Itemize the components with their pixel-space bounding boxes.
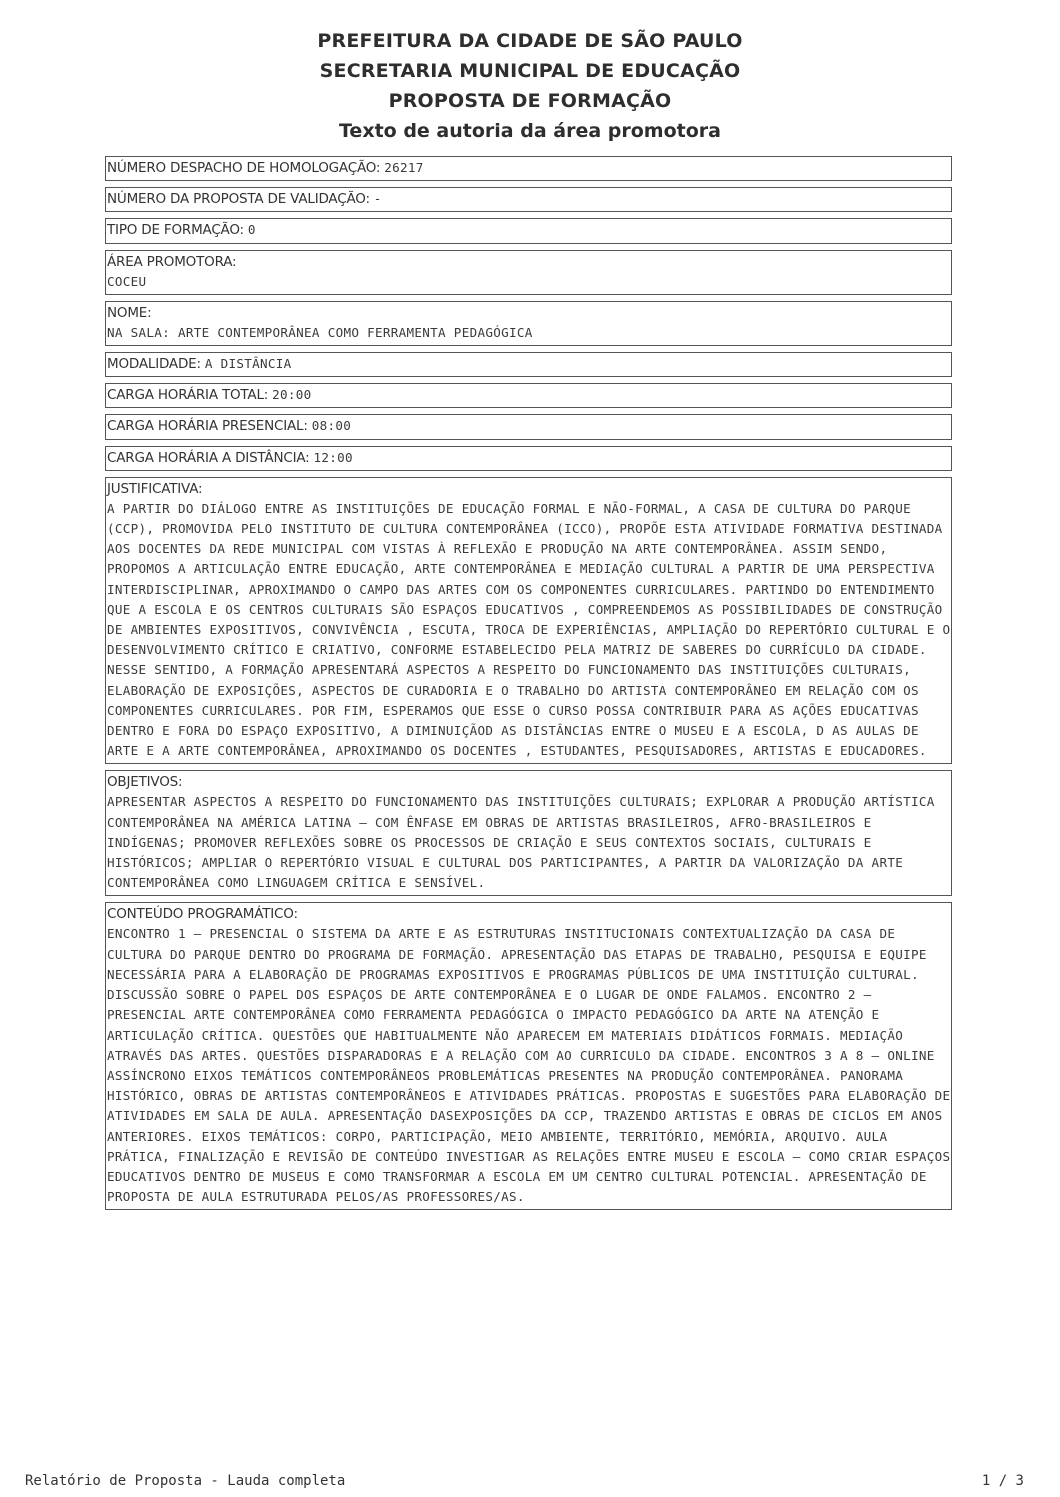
field-value: 26217	[384, 160, 424, 175]
document-header	[0, 26, 1060, 146]
field-label: MODALIDADE:	[107, 356, 201, 373]
field-value: 0	[247, 222, 256, 238]
header-proposta: PROPOSTA DE FORMAÇÃO	[388, 90, 672, 112]
field-carga-presencial	[105, 414, 952, 439]
field-label: CONTEÚDO PROGRAMÁTICO:	[107, 906, 298, 923]
field-carga-total	[105, 383, 952, 408]
field-value: A PARTIR DO DIÁLOGO ENTRE AS INSTITUIÇÕES DE EDUCAÇÃO FORMAL E NÃO-FORMAL, A CASA DE CULTURA DO PARQUE (CCP), PROMOVIDA PELO INSTITUTO DE CULTURA CONTEMPORÂNEA (ICCO), PROPÕE ESTA ATIVIDADE FORMATIVA DESTINADA AOS DOCENTES DA REDE MUNICIPAL COM VISTAS À REFLEXÃO E PRODUÇÃO NA ARTE CONTEMPORÂNEA. ASSIM SENDO, PROPOMOS A ARTICULAÇÃO ENTRE EDUCAÇÃO, ARTE CONTEMPORÂNEA E MEDIAÇÃO CULTURAL A PARTIR DE UMA PERSPECTIVA INTERDISCIPLINAR, APROXIMANDO O CAMPO DAS ARTES COM OS COMPONENTES CURRICULARES. PARTINDO DO ENTENDIMENTO QUE A ESCOLA E OS CENTROS CULTURAIS SÃO ESPAÇOS EDUCATIVOS , COMPREENDEMOS AS POSSIBILIDADES DE CONSTRUÇÃO DE AMBIENTES EXPOSITIVOS, CONVIVÊNCIA , ESCUTA, TROCA DE EXPERIÊNCIAS, AMPLIAÇÃO DO REPERTÓRIO CULTURAL E O DESENVOLVIMENTO CRÍTICO E CRIATIVO, CONFORME ESTABELECIDO PELA MATRIZ DE SABERES DO CURRÍCULO DA CIDADE. NESSE SENTIDO, A FORMAÇÃO APRESENTARÁ ASPECTOS A RESPEITO DO FUNCIONAMENTO DAS INSTITUIÇÕES CULTURAIS, ELABORAÇÃO DE EXPOSIÇÕES, ASPECTOS DE CURADORIA E O TRABALHO DO ARTISTA CONTEMPORÂNEO EM RELAÇÃO COM OS COMPONENTES CURRICULARES. POR FIM, ESPERAMOS QUE ESSE O CURSO POSSA CONTRIBUIR PARA AS AÇÕES EDUCATIVAS DENTRO E FORA DO ESPAÇO EXPOSITIVO, A DIMINUIÇÃOD AS DISTÂNCIAS ENTRE O MUSEU E A ESCOLA, D AS AULAS DE ARTE E A ARTE CONTEMPORÂNEA, APROXIMANDO OS DOCENTES , ESTUDANTES, PESQUISADORES, ARTISTAS E EDUCADORES.	[107, 500, 951, 759]
field-label: TIPO DE FORMAÇÃO:	[107, 222, 244, 239]
field-despacho	[105, 156, 952, 181]
field-value: A DISTÂNCIA	[204, 356, 292, 372]
field-justificativa	[105, 477, 952, 765]
field-label: NÚMERO DESPACHO DE HOMOLOGAÇÃO:	[107, 160, 381, 176]
field-tipo-formacao	[105, 218, 952, 243]
field-label: CARGA HORÁRIA A DISTÂNCIA:	[107, 449, 310, 466]
field-label: CARGA HORÁRIA PRESENCIAL:	[107, 418, 308, 435]
footer-title: Relatório de Proposta - Lauda completa	[25, 1473, 346, 1489]
header-autoria: Texto de autoria da área promotora	[339, 120, 721, 142]
field-carga-distancia	[105, 446, 952, 471]
field-value: 20:00	[272, 387, 312, 403]
field-label: CARGA HORÁRIA TOTAL:	[107, 387, 269, 404]
field-label: ÁREA PROMOTORA:	[107, 253, 237, 270]
header-prefeitura: PREFEITURA DA CIDADE DE SÃO PAULO	[317, 30, 743, 52]
field-area-promotora	[105, 250, 952, 295]
field-modalidade	[105, 352, 952, 377]
field-objetivos	[105, 770, 952, 896]
field-nome	[105, 301, 952, 346]
field-value: NA SALA: ARTE CONTEMPORÂNEA COMO FERRAMENTA PEDAGÓGICA	[107, 324, 533, 340]
field-label: NÚMERO DA PROPOSTA DE VALIDAÇÃO:	[107, 191, 370, 208]
field-value: ENCONTRO 1 — PRESENCIAL O SISTEMA DA ARTE E AS ESTRUTURAS INSTITUCIONAIS CONTEXTUALIZAÇÃO DA CASA DE CULTURA DO PARQUE DENTRO DO PROGRAMA DE FORMAÇÃO. APRESENTAÇÃO DAS ETAPAS DE TRABALHO, PESQUISA E EQUIPE NECESSÁRIA PARA A ELABORAÇÃO DE PROGRAMAS EXPOSITIVOS E PROGRAMAS PÚBLICOS DE UMA INSTITUIÇÃO CULTURAL. DISCUSSÃO SOBRE O PAPEL DOS ESPAÇOS DE ARTE CONTEMPORÂNEA E O LUGAR DE ONDE FALAMOS. ENCONTRO 2 — PRESENCIAL ARTE CONTEMPORÂNEA COMO FERRAMENTA PEDAGÓGICA O IMPACTO PEDAGÓGICO DA ARTE NA ATENÇÃO E ARTICULAÇÃO CRÍTICA. QUESTÕES QUE HABITUALMENTE NÃO APARECEM EM MATERIAIS DIDÁTICOS FORMAIS. MEDIAÇÃO ATRAVÉS DAS ARTES. QUESTÕES DISPARADORAS E A RELAÇÃO COM AO CURRICULO DA CIDADE. ENCONTROS 3 A 8 — ONLINE ASSÍNCRONO EIXOS TEMÁTICOS CONTEMPORÂNEOS PROBLEMÁTICAS PRESENTES NA PRODUÇÃO CONTEMPORÂNEA. PANORAMA HISTÓRICO, OBRAS DE ARTISTAS CONTEMPORÂNEOS E ATIVIDADES PRÁTICAS. PROPOSTAS E SUGESTÕES PARA ELABORAÇÃO DE ATIVIDADES EM SALA DE AULA. APRESENTAÇÃO DASEXPOSIÇÕES DA CCP, TRAZENDO ARTISTAS E OBRAS DE CICLOS EM ANOS ANTERIORES. EIXOS TEMÁTICOS: CORPO, PARTICIPAÇÃO, MEIO AMBIENTE, TERRITÓRIO, MEMÓRIA, ARQUIVO. AULA PRÁTICA, FINALIZAÇÃO E REVISÃO DE CONTEÚDO INVESTIGAR AS RELAÇÕES ENTRE MUSEU E ESCOLA — COMO CRIAR ESPAÇOS EDUCATIVOS DENTRO DE MUSEUS E COMO TRANSFORMAR A ESCOLA EM UM CENTRO CULTURAL POTENCIAL. APRESENTAÇÃO DE PROPOSTA DE AULA ESTRUTURADA PELOS/AS PROFESSORES/AS.	[107, 926, 951, 1205]
field-value: 08:00	[311, 418, 352, 434]
page-number: 1 / 3	[981, 1473, 1024, 1489]
field-proposta-validacao	[105, 187, 952, 212]
field-value: 12:00	[313, 449, 353, 465]
field-label: JUSTIFICATIVA:	[107, 480, 203, 497]
field-value: -	[373, 191, 382, 207]
field-label: NOME:	[107, 304, 152, 321]
proposal-fields	[105, 156, 952, 1216]
field-label: OBJETIVOS:	[107, 774, 183, 791]
field-value: COCEU	[107, 273, 147, 289]
field-conteudo-programatico	[105, 902, 952, 1210]
field-value: APRESENTAR ASPECTOS A RESPEITO DO FUNCIONAMENTO DAS INSTITUIÇÕES CULTURAIS; EXPLORAR A PRODUÇÃO ARTÍSTICA CONTEMPORÂNEA NA AMÉRICA LATINA — COM ÊNFASE EM OBRAS DE ARTISTAS BRASILEIROS, AFRO-BRASILEIROS E INDÍGENAS; PROMOVER REFLEXÕES SOBRE OS PROCESSOS DE CRIAÇÃO E SEUS CONTEXTOS SOCIAIS, CULTURAIS E HISTÓRICOS; AMPLIAR O REPERTÓRIO VISUAL E CULTURAL DOS PARTICIPANTES, A PARTIR DA VALORIZAÇÃO DA ARTE CONTEMPORÂNEA COMO LINGUAGEM CRÍTICA E SENSÍVEL.	[107, 794, 935, 891]
header-secretaria: SECRETARIA MUNICIPAL DE EDUCAÇÃO	[319, 60, 741, 82]
